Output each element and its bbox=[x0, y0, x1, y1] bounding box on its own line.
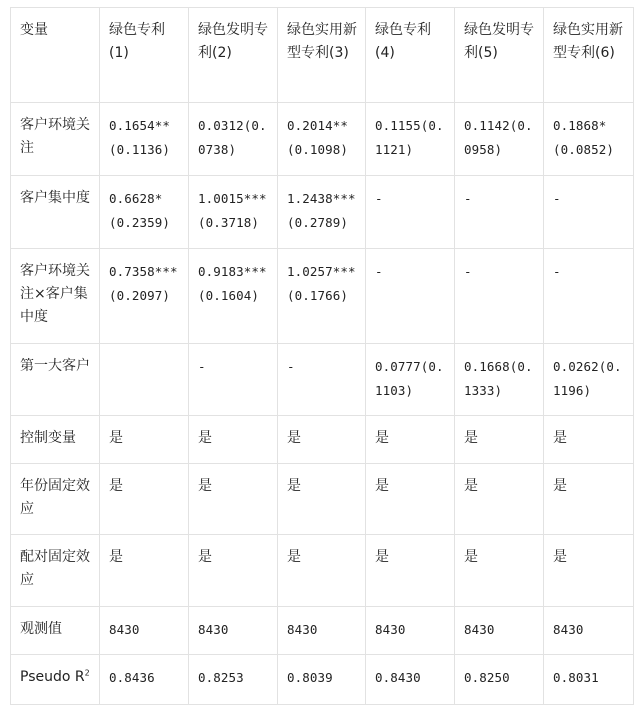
row-label: 配对固定效应 bbox=[11, 535, 100, 607]
row-label: 观测值 bbox=[11, 607, 100, 655]
table-cell: - bbox=[366, 176, 455, 249]
table-cell: 是 bbox=[455, 535, 544, 607]
table-cell: 是 bbox=[278, 416, 366, 464]
table-cell: 0.1654**(0.1136) bbox=[100, 103, 189, 176]
table-row bbox=[11, 416, 634, 464]
table-cell: 1.0015***(0.3718) bbox=[189, 176, 278, 249]
table-cell: 8430 bbox=[455, 607, 544, 655]
table-cell: 是 bbox=[366, 535, 455, 607]
table-cell: 0.1155(0.1121) bbox=[366, 103, 455, 176]
table-cell: 8430 bbox=[544, 607, 634, 655]
header-cell-col5: 绿色发明专利(5) bbox=[455, 8, 544, 103]
row-label bbox=[11, 655, 100, 705]
table-cell: 8430 bbox=[278, 607, 366, 655]
table-row bbox=[11, 176, 634, 249]
table-cell: 是 bbox=[455, 464, 544, 535]
table-cell: 是 bbox=[544, 535, 634, 607]
table-cell: 是 bbox=[544, 464, 634, 535]
table-row bbox=[11, 344, 634, 416]
table-cell: 是 bbox=[366, 416, 455, 464]
row-label: 第一大客户 bbox=[11, 344, 100, 416]
table-cell: 0.8250 bbox=[455, 655, 544, 705]
table-cell: 0.8253 bbox=[189, 655, 278, 705]
table-cell: 是 bbox=[455, 416, 544, 464]
table-cell: 是 bbox=[278, 464, 366, 535]
table-cell bbox=[100, 344, 189, 416]
table-cell: 0.0312(0.0738) bbox=[189, 103, 278, 176]
row-label: 年份固定效应 bbox=[11, 464, 100, 535]
row-label: 客户环境关注×客户集中度 bbox=[11, 249, 100, 344]
table-cell: 是 bbox=[100, 416, 189, 464]
row-label: 客户集中度 bbox=[11, 176, 100, 249]
header-cell-col3: 绿色实用新型专利(3) bbox=[278, 8, 366, 103]
table-cell: - bbox=[189, 344, 278, 416]
table-cell: 0.9183***(0.1604) bbox=[189, 249, 278, 344]
header-cell-col6: 绿色实用新型专利(6) bbox=[544, 8, 634, 103]
table-cell: 0.0262(0.1196) bbox=[544, 344, 634, 416]
table-cell: 0.1868*(0.0852) bbox=[544, 103, 634, 176]
table-cell: 8430 bbox=[366, 607, 455, 655]
table-cell: 0.6628*(0.2359) bbox=[100, 176, 189, 249]
regression-table bbox=[10, 7, 634, 705]
table-cell: 0.8039 bbox=[278, 655, 366, 705]
table-cell: 0.8436 bbox=[100, 655, 189, 705]
table-cell: 是 bbox=[100, 464, 189, 535]
table-cell: 8430 bbox=[100, 607, 189, 655]
table-row bbox=[11, 607, 634, 655]
table-row bbox=[11, 103, 634, 176]
table-cell: 是 bbox=[278, 535, 366, 607]
header-row bbox=[11, 8, 634, 103]
pseudo-r-label: Pseudo R bbox=[20, 669, 85, 685]
pseudo-r-superscript: 2 bbox=[84, 668, 90, 678]
table-cell: - bbox=[455, 249, 544, 344]
table-cell: - bbox=[278, 344, 366, 416]
table-cell: 是 bbox=[366, 464, 455, 535]
table-row bbox=[11, 464, 634, 535]
table-row bbox=[11, 249, 634, 344]
table-cell: 是 bbox=[189, 535, 278, 607]
table-cell: - bbox=[455, 176, 544, 249]
table-cell: 1.0257***(0.1766) bbox=[278, 249, 366, 344]
table-cell: 0.8031 bbox=[544, 655, 634, 705]
table-cell: 是 bbox=[100, 535, 189, 607]
header-cell-col2: 绿色发明专利(2) bbox=[189, 8, 278, 103]
header-cell-variable: 变量 bbox=[11, 8, 100, 103]
table-row bbox=[11, 655, 634, 705]
header-cell-col1: 绿色专利(1) bbox=[100, 8, 189, 103]
table-cell: 0.8430 bbox=[366, 655, 455, 705]
row-label: 控制变量 bbox=[11, 416, 100, 464]
table-cell: - bbox=[544, 249, 634, 344]
table-cell: 0.7358***(0.2097) bbox=[100, 249, 189, 344]
table-row bbox=[11, 535, 634, 607]
table-cell: 1.2438***(0.2789) bbox=[278, 176, 366, 249]
table-cell: 是 bbox=[189, 416, 278, 464]
table-cell: - bbox=[366, 249, 455, 344]
table-cell: 0.1668(0.1333) bbox=[455, 344, 544, 416]
table-cell: 8430 bbox=[189, 607, 278, 655]
table-cell: 0.1142(0.0958) bbox=[455, 103, 544, 176]
table-cell: 0.2014**(0.1098) bbox=[278, 103, 366, 176]
table-cell: 是 bbox=[189, 464, 278, 535]
header-cell-col4: 绿色专利(4) bbox=[366, 8, 455, 103]
row-label: 客户环境关注 bbox=[11, 103, 100, 176]
table-cell: 是 bbox=[544, 416, 634, 464]
table-cell: 0.0777(0.1103) bbox=[366, 344, 455, 416]
table-cell: - bbox=[544, 176, 634, 249]
